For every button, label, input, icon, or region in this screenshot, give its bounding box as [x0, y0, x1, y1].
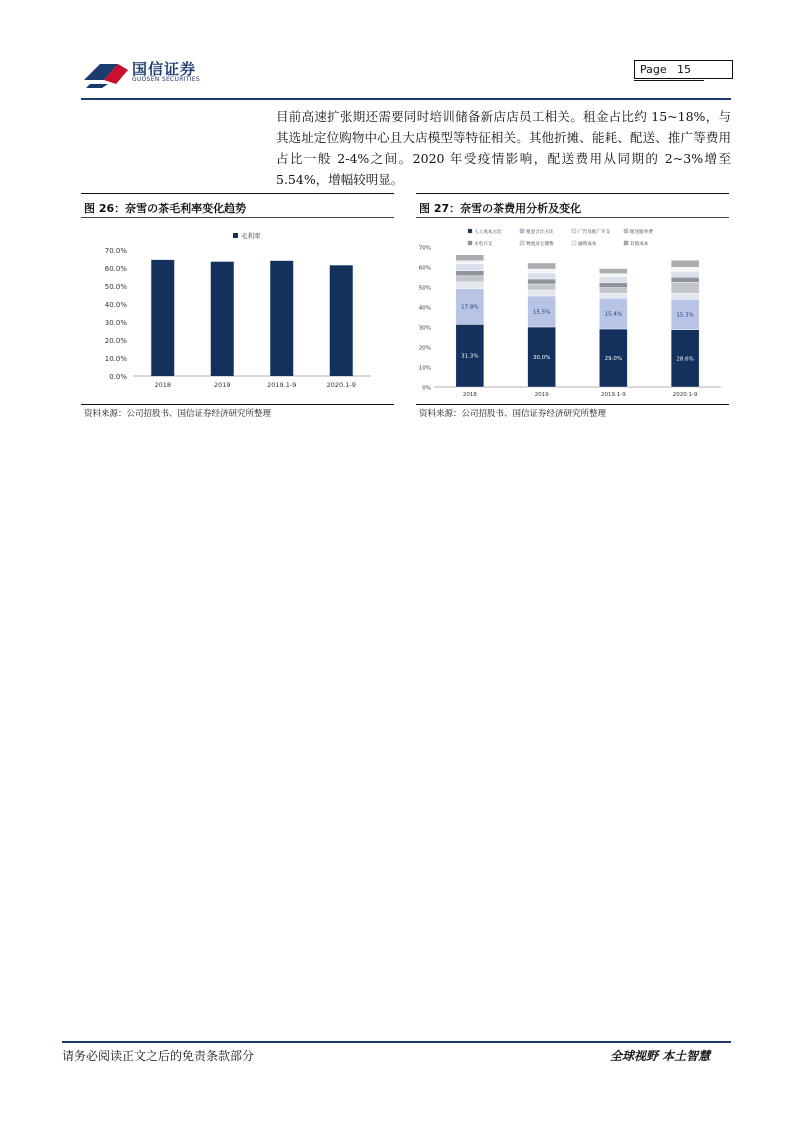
x-tick-label: 2019	[534, 392, 549, 398]
legend-swatch-4	[468, 241, 472, 245]
y-tick-label: 70.0%	[104, 247, 127, 255]
data-label: 15.3%	[676, 312, 694, 319]
footer-disclaimer: 请务必阅读正文之后的免责条款部分	[62, 1049, 255, 1063]
data-label: 29.0%	[604, 356, 623, 362]
legend-swatch-0	[468, 229, 472, 233]
y-tick-label: 20%	[418, 345, 431, 352]
data-label: 30.0%	[532, 355, 551, 361]
stack-segment-5-2018	[456, 264, 484, 271]
legend-label-5: 物流及仓储费	[526, 242, 554, 247]
bar-2020.1-9	[330, 265, 353, 376]
y-tick-label: 0%	[422, 385, 431, 392]
y-tick-label: 10%	[418, 365, 431, 372]
y-tick-label: 0.0%	[109, 373, 127, 381]
footer-divider	[62, 1041, 731, 1043]
stack-segment-2-2020.1-9	[671, 293, 699, 299]
figure-26-title: 图 26：奈雪の茶毛利率变化趋势	[84, 202, 247, 215]
page-header	[0, 0, 793, 100]
legend-label: 毛利率	[241, 232, 261, 240]
y-tick-label: 50%	[418, 285, 431, 292]
stack-segment-4-2018	[456, 271, 484, 276]
page-indicator	[634, 60, 733, 79]
x-tick-label: 2019.1-9	[601, 392, 626, 398]
stack-segment-2-2019	[528, 290, 556, 296]
legend-swatch-2	[572, 229, 576, 233]
bar-2019	[211, 262, 234, 376]
legend-swatch-1	[520, 229, 524, 233]
data-label: 31.3%	[461, 353, 479, 360]
stack-segment-2-2018	[456, 282, 484, 289]
figure-27-chart	[416, 220, 729, 404]
y-tick-label: 50.0%	[104, 283, 127, 291]
legend-label-3: 配送服务费	[630, 230, 653, 235]
page-underline	[634, 80, 704, 81]
legend-swatch-7	[624, 241, 628, 245]
stack-segment-7-2018	[456, 255, 484, 261]
x-tick-label: 2019	[213, 381, 231, 389]
stack-segment-7-2019.1-9	[599, 269, 627, 274]
stack-segment-3-2019.1-9	[599, 288, 627, 294]
data-label: 17.8%	[461, 304, 479, 311]
body-paragraph: 目前高速扩张期还需要同时培训储备新店店员工相关。租金占比约 15~18%，与其选址定位购物中心且大店模型等特征相关。其他折摊、能耗、配送、推广等费用占比一般 2-4%之间。2020 年受疫情影响，配送费用从同期的 2~3%增至 5.54%，增幅较明显。	[276, 109, 731, 187]
x-tick-label: 2018	[462, 392, 477, 398]
figure-27-source: 资料来源：公司招股书、国信证券经济研究所整理	[419, 409, 607, 419]
y-tick-label: 30%	[418, 325, 431, 332]
bar-2018	[151, 260, 174, 376]
y-tick-label: 60.0%	[104, 265, 127, 273]
x-tick-label: 2018	[154, 381, 172, 389]
figure-27-top-rule	[416, 193, 729, 194]
stack-segment-5-2020.1-9	[671, 271, 699, 277]
stack-segment-6-2020.1-9	[671, 267, 699, 271]
stack-segment-4-2019	[528, 279, 556, 284]
footer-slogan: 全球视野 本土智慧	[610, 1049, 711, 1063]
stack-segment-4-2020.1-9	[671, 277, 699, 282]
y-tick-label: 40.0%	[104, 301, 127, 309]
stack-segment-3-2019	[528, 284, 556, 290]
stack-segment-6-2019.1-9	[599, 274, 627, 277]
figure-27-title-rule	[416, 217, 729, 218]
stack-segment-7-2019	[528, 263, 556, 269]
x-tick-label: 2020.1-9	[326, 381, 356, 389]
logo-text: 国信证券	[132, 60, 197, 78]
legend-label-2: 广告及推广开支	[578, 230, 611, 235]
figure-26-chart	[81, 220, 394, 404]
stack-segment-7-2020.1-9	[671, 260, 699, 267]
logo-subtext: GUOSEN SECURITIES	[132, 76, 201, 83]
bar-2019.1-9	[270, 261, 293, 376]
legend-swatch-5	[520, 241, 524, 245]
data-label: 28.6%	[676, 356, 694, 363]
legend-label-0: 人工成本占比	[474, 230, 502, 235]
figure-26-title-rule	[81, 217, 394, 218]
stack-segment-5-2019.1-9	[599, 277, 627, 283]
legend-label-7: 其他成本	[630, 242, 649, 247]
x-tick-label: 2020.1-9	[672, 392, 698, 398]
page-number: 15	[677, 63, 691, 76]
x-tick-label: 2019.1-9	[267, 381, 297, 389]
figure-26-top-rule	[81, 193, 394, 194]
data-label: 15.5%	[532, 309, 551, 316]
stack-segment-6-2019	[528, 269, 556, 273]
header-divider	[81, 98, 731, 100]
stack-segment-3-2018	[456, 276, 484, 282]
legend-swatch	[233, 233, 238, 238]
legend-label-1: 租金合计占比	[526, 230, 554, 235]
stack-segment-3-2020.1-9	[671, 282, 699, 293]
y-tick-label: 30.0%	[104, 319, 127, 327]
page-label: Page	[640, 63, 667, 76]
y-tick-label: 70%	[418, 245, 431, 252]
figure-27-title: 图 27：奈雪の茶费用分析及变化	[419, 202, 582, 215]
figure-26-source: 资料来源：公司招股书、国信证券经济研究所整理	[84, 409, 272, 419]
legend-swatch-6	[572, 241, 576, 245]
y-tick-label: 40%	[418, 305, 431, 312]
stack-segment-2-2019.1-9	[599, 293, 627, 298]
data-label: 15.4%	[604, 311, 623, 318]
y-tick-label: 20.0%	[104, 337, 127, 345]
figure-26-bottom-rule	[81, 404, 394, 405]
y-tick-label: 60%	[418, 265, 431, 272]
stack-segment-4-2019.1-9	[599, 283, 627, 288]
legend-label-4: 水电开支	[474, 242, 493, 247]
stack-segment-5-2019	[528, 273, 556, 279]
legend-swatch-3	[624, 229, 628, 233]
y-tick-label: 10.0%	[104, 355, 127, 363]
stack-segment-6-2018	[456, 261, 484, 264]
figure-27-bottom-rule	[416, 404, 729, 405]
legend-label-6: 融资成本	[578, 242, 597, 247]
